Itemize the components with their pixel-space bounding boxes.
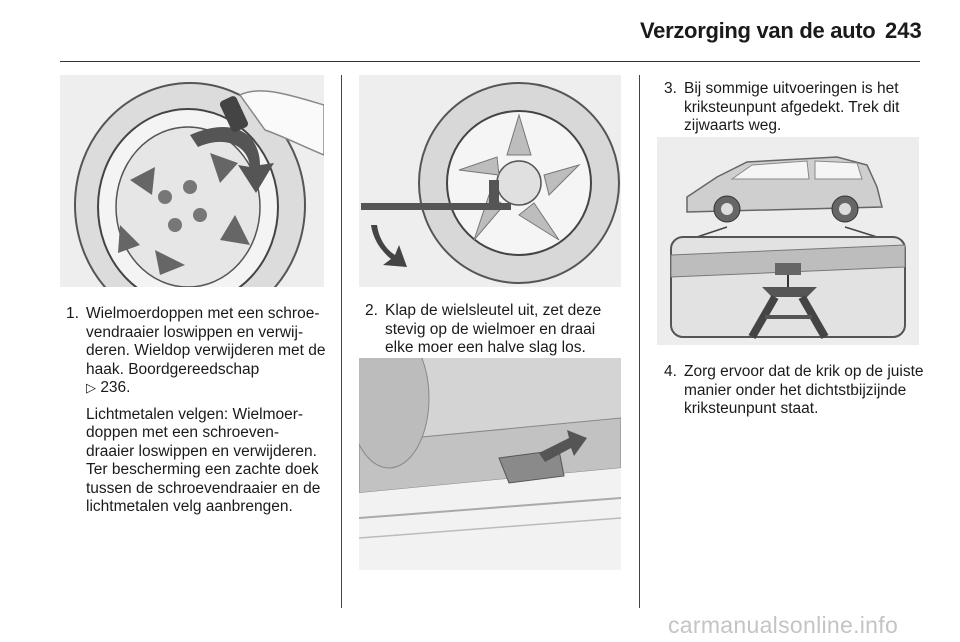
step-number: 4.: [664, 363, 677, 380]
column-divider-1: [341, 75, 342, 608]
hubcap-removal-illustration: [60, 75, 324, 287]
page-header: [0, 0, 960, 62]
wheel-wrench-illustration: [359, 75, 621, 287]
step-text: Bij sommige uitvoeringen is het kriksteunpunt afgedekt. Trek dit zijwaarts weg.: [684, 80, 900, 134]
page-reference-link[interactable]: 236.: [100, 379, 131, 396]
chapter-title: Verzorging van de auto: [640, 18, 876, 43]
step-number: 2.: [365, 302, 378, 319]
page-number: 243: [885, 18, 922, 43]
car-on-jack-icon: [657, 137, 919, 345]
step-text: Wielmoerdoppen met een schroe-vendraaier loswippen en verwij-deren. Wieldop verwijderen met de haak. Boordgereedschap: [86, 305, 326, 378]
header-divider: [60, 61, 920, 62]
car-jack-illustration: [657, 137, 919, 345]
page-reference-arrow-icon: ▷: [86, 380, 96, 395]
wheel-wrench-icon: [359, 75, 621, 287]
wheel-hubcap-icon: [60, 75, 324, 287]
jack-point-cover-illustration: [359, 358, 621, 570]
step-text: Zorg ervoor dat de krik op de juiste manier onder het dichtstbijzijnde kriksteunpunt staat.: [684, 363, 924, 417]
step-note: Lichtmetalen velgen: Wielmoer-doppen met een schroeven-draaier loswippen en verwijderen. Ter bescherming een zachte doek tussen de schroevendraaier en de lichtmetalen velg aanbrengen.: [86, 405, 321, 515]
sill-cover-icon: [359, 358, 621, 570]
step-text: Klap de wielsleutel uit, zet deze stevig op de wielmoer en draai elke moer een halve slag los.: [385, 302, 602, 356]
watermark: carmanualsonline.info: [668, 612, 899, 638]
column-divider-2: [639, 75, 640, 608]
step-number: 3.: [664, 80, 677, 97]
step-number: 1.: [66, 305, 79, 322]
